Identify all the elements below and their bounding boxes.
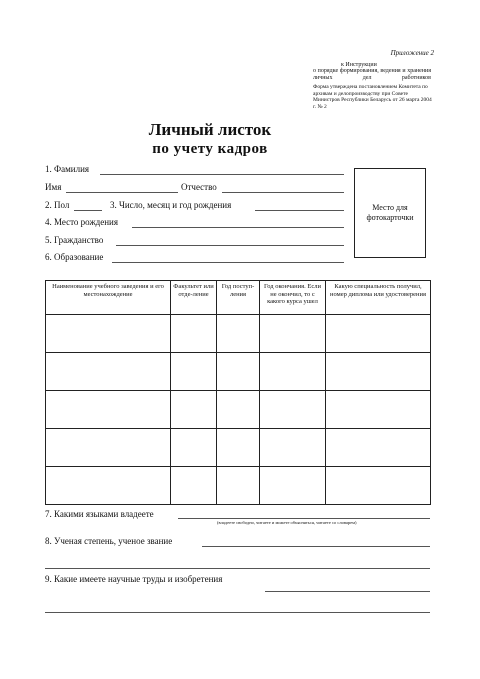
table-cell[interactable] — [217, 353, 260, 391]
degree-field[interactable] — [202, 546, 430, 547]
table-cell[interactable] — [46, 467, 171, 505]
works-field-continued[interactable] — [45, 612, 430, 613]
table-cell[interactable] — [46, 315, 171, 353]
citizenship-label: 5. Гражданство — [45, 235, 104, 245]
languages-field[interactable] — [178, 518, 430, 519]
birth-date-label: 3. Число, месяц и год рождения — [110, 200, 232, 210]
sex-field[interactable] — [74, 210, 102, 211]
table-cell[interactable] — [326, 353, 431, 391]
instruction-heading: к Инструкции — [341, 62, 377, 68]
education-label: 6. Образование — [45, 252, 104, 262]
table-cell[interactable] — [326, 391, 431, 429]
photo-box — [354, 168, 426, 258]
table-cell[interactable] — [171, 429, 217, 467]
name-field[interactable] — [66, 192, 178, 193]
table-cell[interactable] — [217, 429, 260, 467]
table-cell[interactable] — [260, 391, 326, 429]
birth-place-field[interactable] — [132, 227, 344, 228]
table-cell[interactable] — [217, 315, 260, 353]
patronymic-field[interactable] — [222, 192, 344, 193]
photo-label: Место для фотокарточки — [366, 203, 414, 222]
table-cell[interactable] — [217, 391, 260, 429]
header-faculty: Факультет или отде-ление — [171, 281, 217, 315]
table-cell[interactable] — [326, 467, 431, 505]
works-label: 9. Какие имеете научные труды и изобретения — [45, 574, 223, 584]
header-institution: Наименование учебного заведения и его местонахождение — [46, 281, 171, 315]
surname-field[interactable] — [100, 174, 344, 175]
table-cell[interactable] — [326, 315, 431, 353]
education-table — [45, 280, 431, 505]
table-cell[interactable] — [46, 353, 171, 391]
degree-label: 8. Ученая степень, ученое звание — [45, 536, 173, 546]
table-cell[interactable] — [260, 353, 326, 391]
table-cell[interactable] — [260, 429, 326, 467]
form-title: Личный листок — [148, 120, 272, 139]
citizenship-field[interactable] — [116, 245, 344, 246]
table-row — [46, 429, 431, 467]
table-row — [46, 391, 431, 429]
surname-label: 1. Фамилия — [45, 164, 90, 174]
header-specialty: Какую специальность получил, номер диплома или удостоверения — [326, 281, 431, 315]
education-field[interactable] — [112, 262, 344, 263]
table-cell[interactable] — [46, 429, 171, 467]
table-cell[interactable] — [46, 391, 171, 429]
degree-field-continued[interactable] — [45, 568, 430, 569]
birth-place-label: 4. Место рождения — [45, 217, 119, 227]
table-cell[interactable] — [171, 467, 217, 505]
table-row — [46, 315, 431, 353]
approval-note: Форма утверждена постановлением Комитета по архивам и делопроизводству при Совете Министров Республики Беларусь от 26 марта 2004 г. № 2 — [313, 84, 432, 110]
form-subtitle: по учету кадров — [152, 141, 268, 157]
table-cell[interactable] — [217, 467, 260, 505]
table-cell[interactable] — [171, 391, 217, 429]
languages-hint: (владеете свободно, читаете и можете объясняться, читаете со словарем) — [217, 520, 357, 525]
table-cell[interactable] — [171, 315, 217, 353]
birth-date-field[interactable] — [255, 210, 344, 211]
works-field[interactable] — [265, 591, 430, 592]
header-graduation-year: Год окончания. Если не окончил, то с какого курса ушел — [260, 281, 326, 315]
table-row — [46, 467, 431, 505]
appendix-label: Приложение 2 — [390, 49, 434, 57]
instruction-text: о порядке формирования, ведения и хранения личных дел работников — [313, 68, 431, 81]
sex-label: 2. Пол — [45, 200, 70, 210]
header-entry-year: Год поступ-ления — [217, 281, 260, 315]
table-row — [46, 353, 431, 391]
table-cell[interactable] — [260, 315, 326, 353]
table-cell[interactable] — [326, 429, 431, 467]
patronymic-label: Отчество — [181, 182, 217, 192]
table-header-row — [46, 281, 431, 315]
table-cell[interactable] — [171, 353, 217, 391]
languages-label: 7. Какими языками владеете — [45, 509, 154, 519]
table-cell[interactable] — [260, 467, 326, 505]
name-label: Имя — [45, 182, 62, 192]
